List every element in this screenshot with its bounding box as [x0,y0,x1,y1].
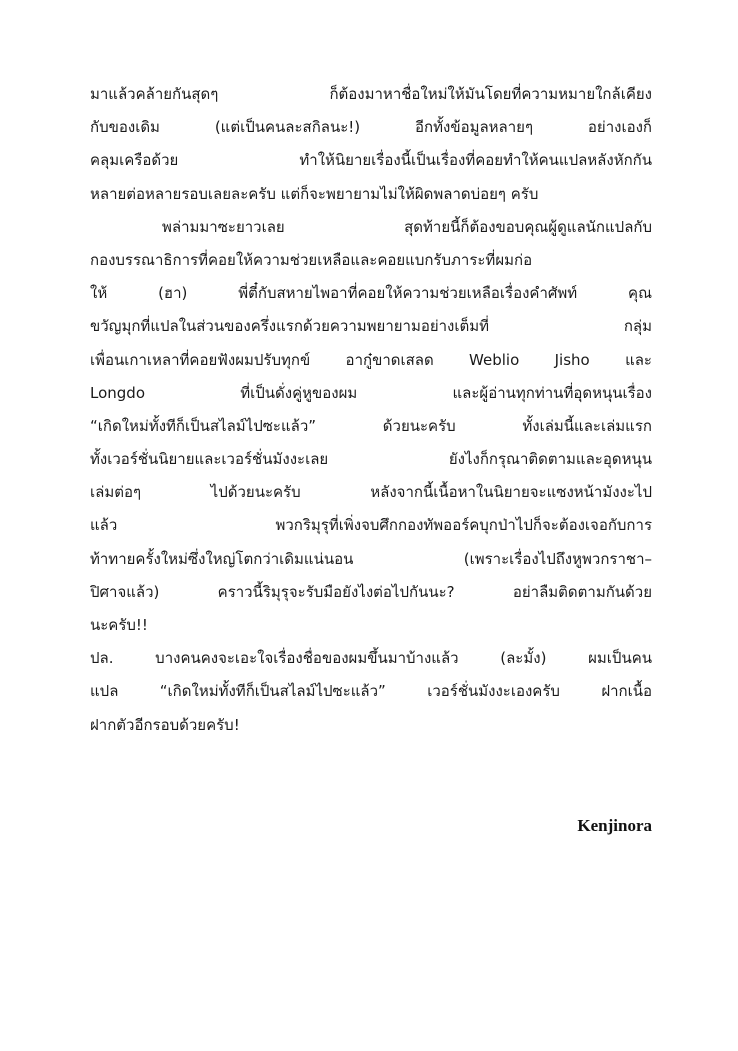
text-line-12: ทั้งเวอร์ชั่นนิยายและเวอร์ชั่นมังงะเลย ยังไงก็กรุณาติดตามและอุดหนุน [90,450,652,469]
text-line-5: พล่ามมาซะยาวเลย สุดท้ายนี้ก็ต้องขอบคุณผู้ดูแลนักแปลกับ [162,217,652,236]
text-line-16: ปิศาจแล้ว) คราวนี้ริมุรุจะรับมือยังไงต่อไปกันนะ? อย่าลืมติดตามกันด้วย [90,582,652,601]
text-line-13: เล่มต่อๆ ไปด้วยนะครับ หลังจากนี้เนื้อหาในนิยายจะแซงหน้ามังงะไป [90,483,652,502]
text-line-10: Longdo ที่เป็นดั่งคู่หูของผม และผู้อ่านทุกท่านที่อุดหนุนเรื่อง [90,383,652,402]
text-line-20: ฝากตัวอีกรอบด้วยครับ! [90,715,240,734]
text-line-4: หลายต่อหลายรอบเลยละครับ แต่ก็จะพยายามไม่ให้ผิดพลาดบ่อยๆ ครับ [90,184,539,203]
text-line-6: กองบรรณาธิการที่คอยให้ความช่วยเหลือและคอยแบกรับภาระที่ผมก่อ [90,250,533,269]
text-line-3: คลุมเครือด้วย ทำให้นิยายเรื่องนี้เป็นเรื่องที่คอยทำให้คนแปลหลังหักกัน [90,151,652,170]
text-line-17: นะครับ!! [90,616,148,634]
text-line-18: ปล. บางคนคงจะเอะใจเรื่องชื่อของผมขึ้นมาบ้างแล้ว (ละมั้ง) ผมเป็นคน [90,649,652,668]
text-line-7: ให้ (ฮา) พี่ตี๋กับสหายไพอาที่คอยให้ความช่วยเหลือเรื่องคำศัพท์ คุณ [90,284,652,303]
text-line-14: แล้ว พวกริมุรุที่เพิ่งจบศึกกองทัพออร์คบุกป่าไปก็จะต้องเจอกับการ [90,516,652,535]
text-line-2: กับของเดิม (แต่เป็นคนละสกิลนะ!) อีกทั้งข้อมูลหลายๆ อย่างเองก็ [90,118,652,137]
text-line-11: “เกิดใหม่ทั้งทีก็เป็นสไลม์ไปซะแล้ว” ด้วยนะครับ ทั้งเล่มนี้และเล่มแรก [90,416,652,435]
text-line-15: ท้าทายครั้งใหม่ซึ่งใหญ่โตกว่าเดิมแน่นอน (เพราะเรื่องไปถึงหูพวกราชา– [90,549,652,568]
text-line-1: มาแล้วคล้ายกันสุดๆ ก็ต้องมาหาชื่อใหม่ให้มันโดยที่ความหมายใกล้เคียง [90,85,652,103]
afterword-text [90,78,652,742]
text-line-19: แปล “เกิดใหม่ทั้งทีก็เป็นสไลม์ไปซะแล้ว” เวอร์ชั่นมังงะเองครับ ฝากเนื้อ [90,682,652,701]
text-line-9: เพื่อนเกาเหลาที่คอยฟังผมปรับทุกข์ อากู๋ขาดเสลด Weblio Jisho และ [90,350,652,369]
text-line-8: ขวัญมุกที่แปลในส่วนของครึ่งแรกด้วยความพยายามอย่างเต็มที่ กลุ่ม [90,317,652,336]
author-signature: Kenjinora [577,816,652,835]
